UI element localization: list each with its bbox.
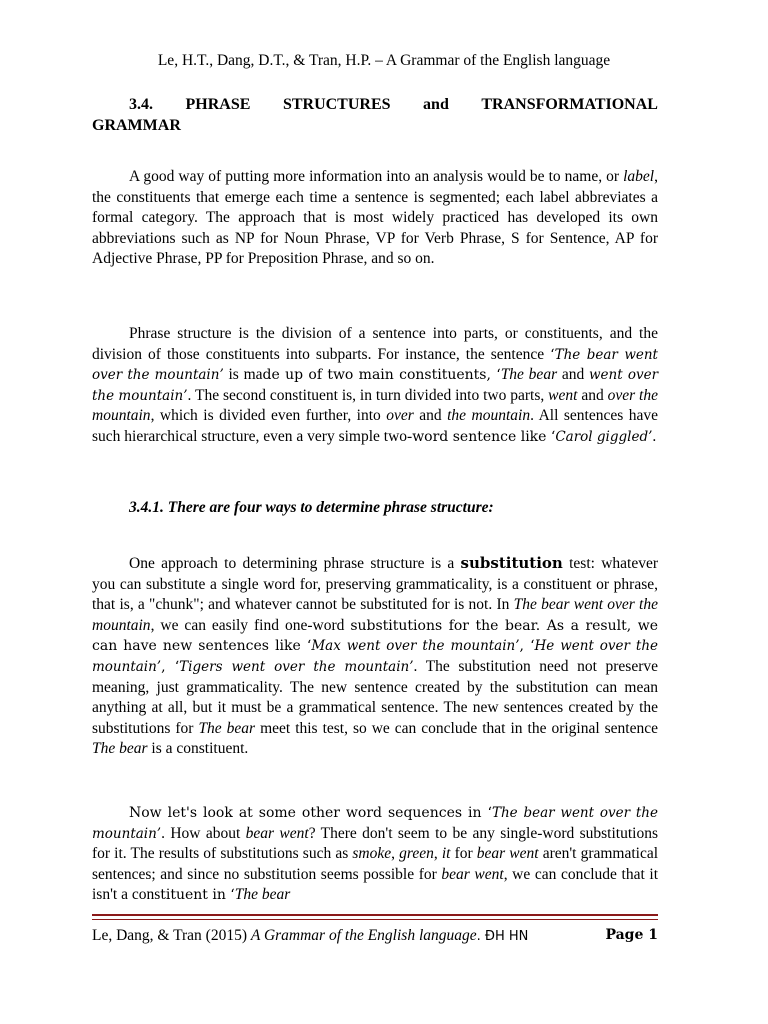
text-run: A good way of putting more information into an analysis would be to name, or: [129, 168, 624, 185]
text-run: . How about: [161, 824, 246, 842]
text-run: The bear: [92, 740, 148, 758]
footer-book-title: A Grammar of the English language: [250, 927, 477, 944]
text-run: ,: [391, 845, 400, 863]
text-run: , we can easily find one-word: [150, 616, 351, 634]
text-run: meet this test, so we can conclude that in the original sentence: [255, 719, 658, 737]
text-run: Max went over the mountain’: [311, 638, 520, 655]
text-run: substitutions for the bear. As a result, we can have new sentences like ‘: [92, 617, 658, 655]
text-run: Now let's look at some other word sequences in ‘: [129, 805, 492, 821]
text-run: The bear: [234, 886, 291, 904]
text-run: the mountain: [447, 407, 531, 425]
text-run: over: [386, 407, 414, 425]
text-run: for: [450, 845, 477, 863]
text-run: is a constituent.: [147, 740, 249, 758]
text-run: ‘: [550, 346, 555, 363]
heading-word: and: [423, 96, 449, 113]
section-heading: [92, 94, 658, 136]
text-run: .: [652, 427, 657, 445]
section-number: 3.4.: [129, 96, 153, 113]
text-run: label: [623, 168, 655, 185]
paragraph-2: [92, 324, 658, 448]
text-run: smoke: [352, 845, 392, 863]
text-run: ,: [433, 845, 442, 863]
text-run: it: [441, 845, 451, 863]
text-run: The bear: [198, 719, 256, 737]
text-run: bear went: [441, 865, 504, 883]
text-run: word sentence like ‘: [412, 428, 556, 445]
text-run: . The substitution need not preserve meaning, just grammaticality. The new sentence created by the substitution can mean anything at all, but it must be a grammatical sentence. The new sentences created by the substitutions for: [92, 657, 658, 737]
text-run: Tigers went over the mountain’: [179, 658, 414, 675]
text-run: bear went: [476, 845, 539, 863]
page-number: Page 1: [605, 927, 658, 943]
heading-word: STRUCTURES: [282, 96, 391, 113]
running-header: Le, H.T., Dang, D.T., & Tran, H.P. – A Grammar of the English language: [157, 52, 611, 69]
text-run: substitution: [460, 554, 563, 572]
text-run: . The second constituent is, in turn divided into two parts,: [187, 386, 549, 404]
text-run: Carol giggled’: [555, 428, 653, 445]
text-run: He went over the mountain’: [92, 638, 659, 675]
text-run: green: [399, 845, 434, 863]
text-run: and: [413, 407, 448, 425]
footer-rule-thick: [92, 914, 658, 916]
paragraph-1: [92, 167, 658, 270]
text-run: tituent in ‘: [160, 887, 235, 904]
text-run: de up of two main constituents, ‘: [262, 367, 501, 384]
text-run: ? There don't seem to be any single-word substitutions for it. The results of substitutions such as: [92, 824, 658, 863]
text-run: The bear went over the mountain: [92, 596, 658, 634]
text-run: went: [548, 386, 578, 404]
text-run: aren't grammatical sentences; and since no substitution seems possible for: [92, 845, 659, 883]
text-run: . All sentences have such hierarchical structure, even a very simple two-: [92, 407, 658, 445]
page-footer: [92, 927, 658, 945]
subsection-heading: 3.4.1. There are four ways to determine phrase structure:: [129, 499, 494, 516]
text-run: over the mountain: [92, 386, 658, 425]
text-run: and: [577, 386, 608, 404]
text-run: One approach to determining phrase structure is a: [129, 555, 461, 572]
text-run: , we can conclude that it isn't a cons: [92, 865, 659, 904]
paragraph-3: [92, 553, 658, 760]
section-heading-line2: GRAMMAR: [92, 117, 181, 134]
text-run: test: whatever you can substitute a single word for, preserving grammaticality, is a constituent or phrase, that is, a "chunk"; and whatever cannot be substituted for is not. In: [92, 555, 658, 614]
heading-word: TRANSFORMATIONAL: [481, 96, 658, 113]
text-run: , which is divided even further, into: [150, 407, 387, 425]
text-run: went over the mountain’: [92, 367, 659, 404]
text-run: bear went: [245, 824, 309, 842]
footer-authors: Le, Dang, & Tran (2015): [92, 927, 251, 944]
text-run: Phrase structure is the division of a sentence into parts, or constituents, and the division of those constituents into subparts. For instance, the sentence: [92, 325, 658, 363]
text-run: and: [557, 366, 589, 384]
text-run: is ma: [223, 366, 263, 384]
text-run: , ‘: [519, 638, 535, 655]
footer-rule-thin: [92, 919, 658, 920]
text-run: The bear went over the mountain’: [92, 346, 658, 384]
text-run: , the constituents that emerge each time a sentence is segmented; each label abbreviates a formal category. The approach that is most widely practiced has developed its own abbreviations such as NP for Noun Phrase, VP for Verb Phrase, S for Sentence, AP for Adjective Phrase, PP for Preposition Phrase, and so on.: [92, 168, 658, 268]
text-run: The bear: [500, 366, 558, 384]
paragraph-4: [92, 803, 658, 906]
heading-word: PHRASE: [185, 96, 251, 113]
text-run: The bear went over the mountain’: [92, 805, 658, 842]
footer-publisher: . ĐH HN: [476, 929, 529, 944]
text-run: , ‘: [161, 658, 180, 675]
section-heading-line1: [92, 94, 658, 115]
